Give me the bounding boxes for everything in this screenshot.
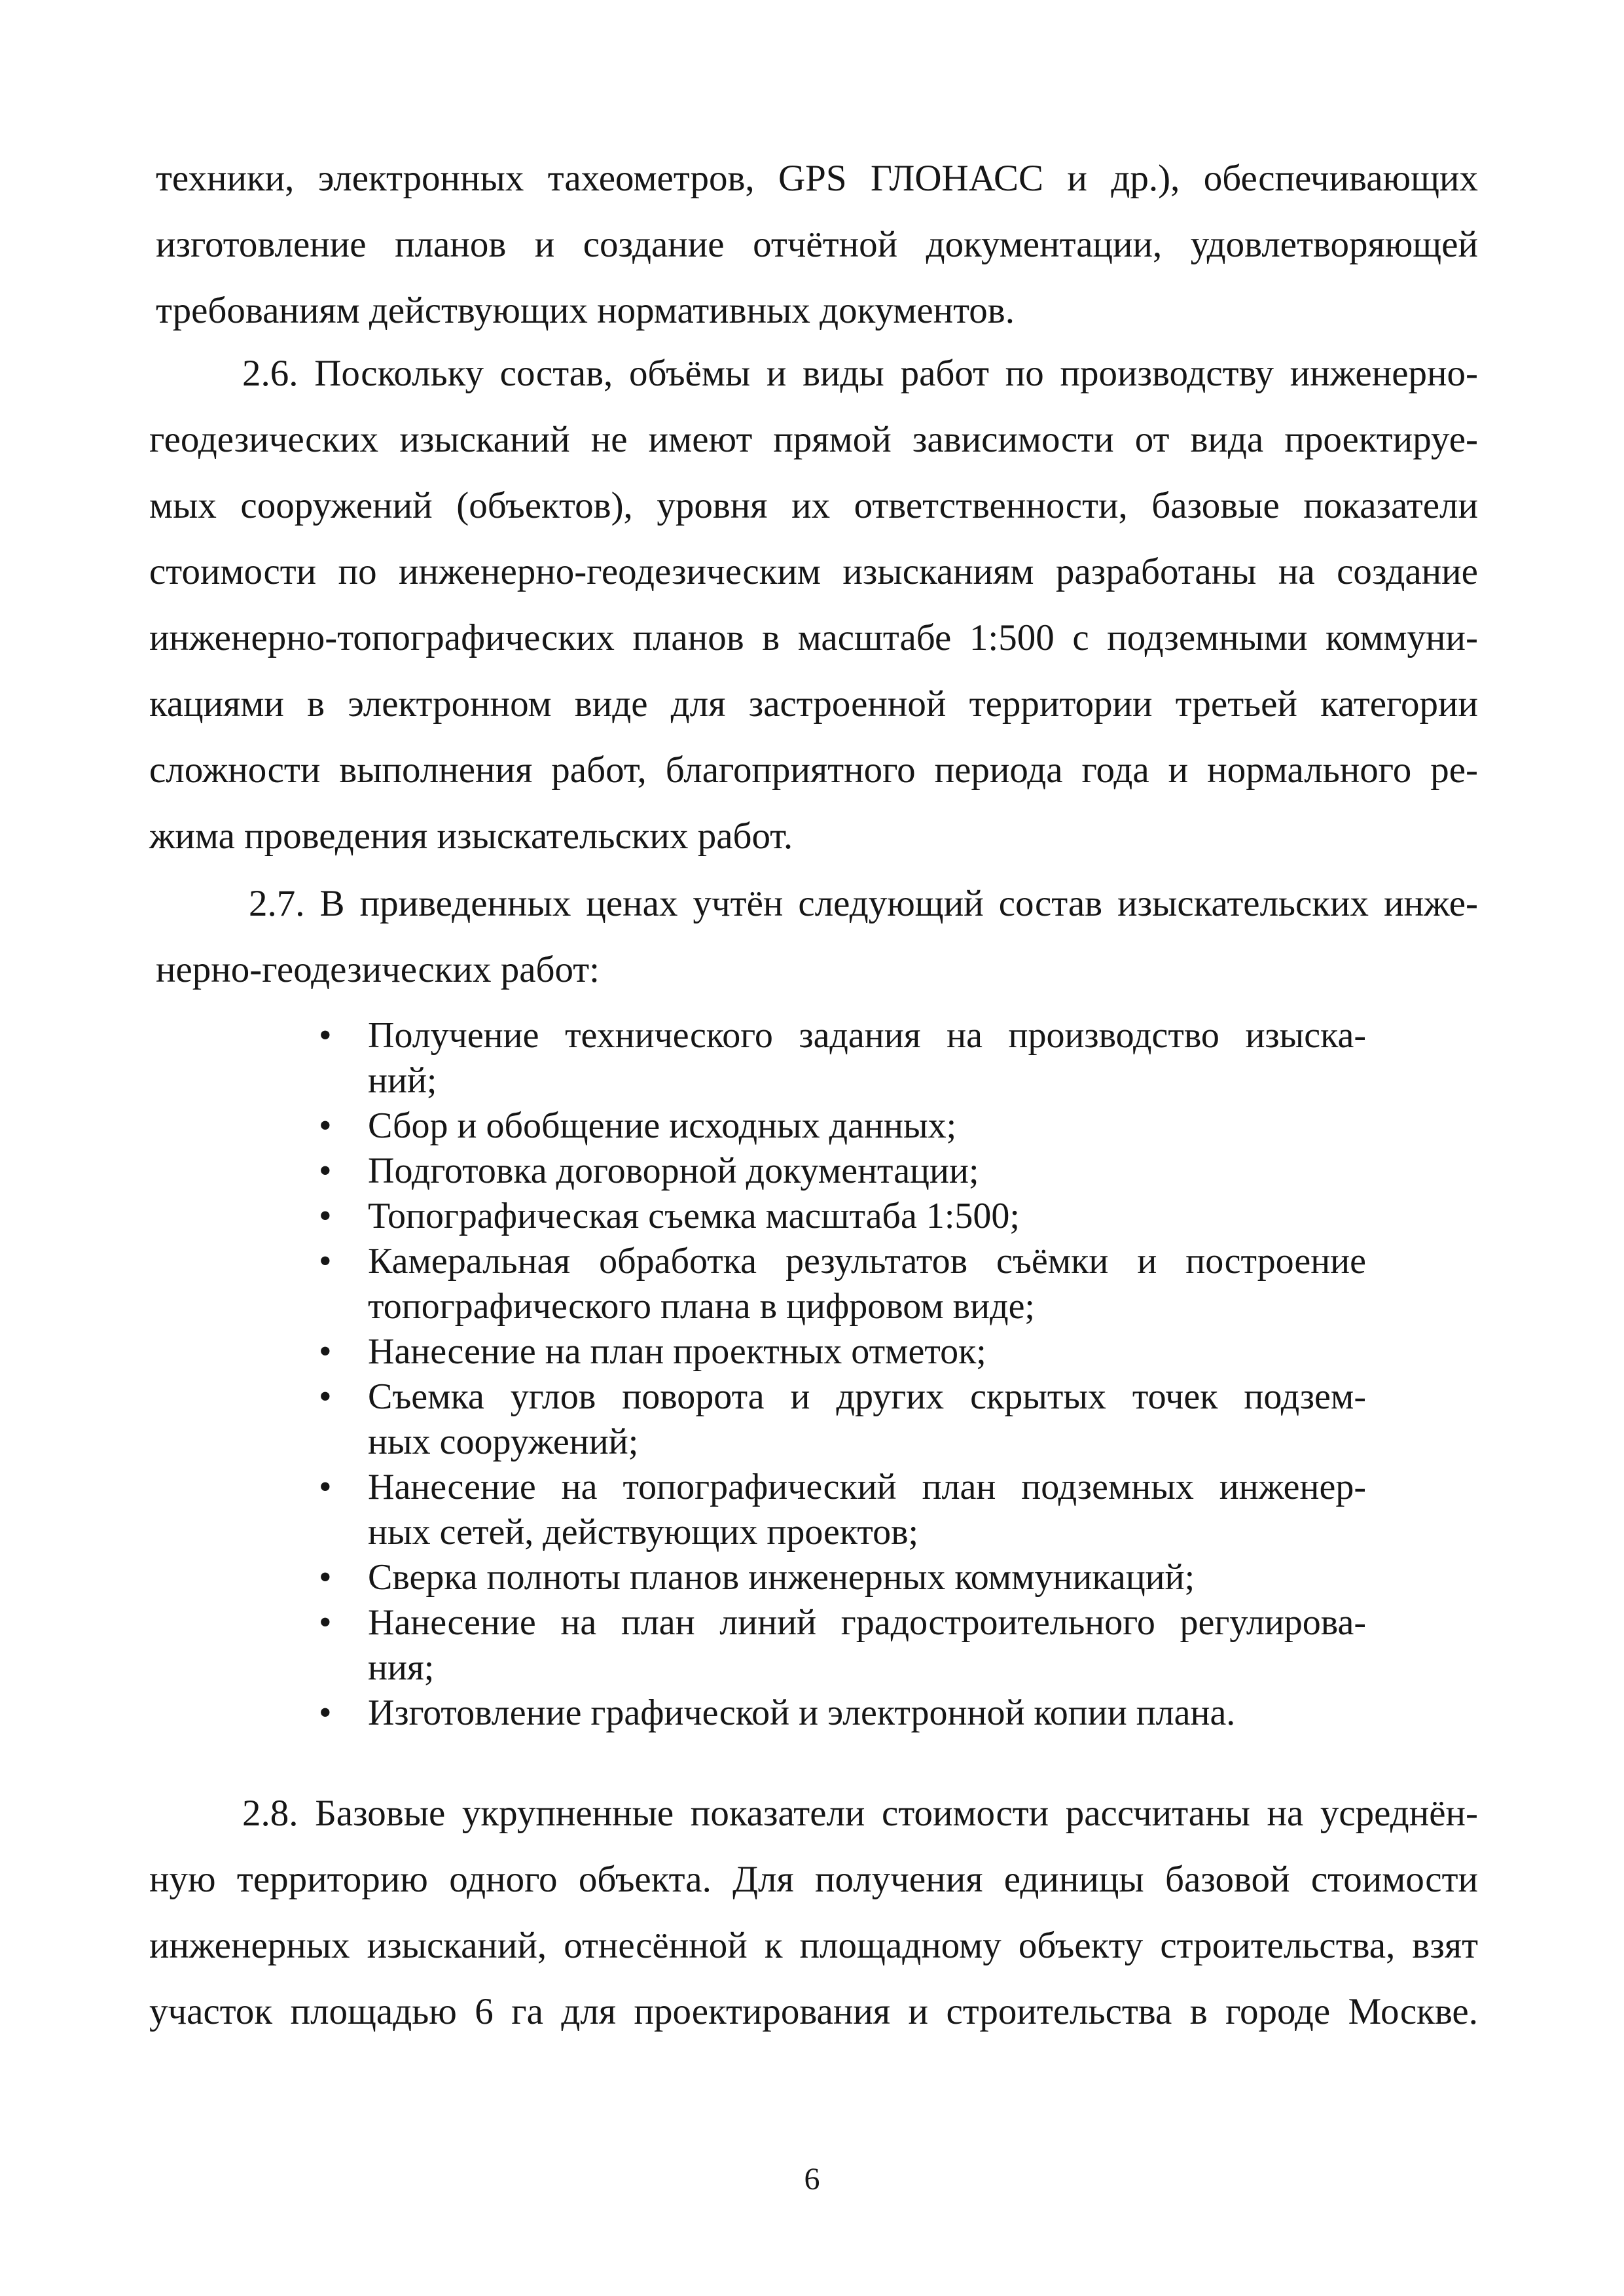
list-item-line: Нанесение на план проектных отметок; bbox=[368, 1331, 986, 1372]
text-line: 2.8. Базовые укрупненные показатели стоимости рассчитаны на усреднён- bbox=[242, 1793, 1478, 1834]
list-item bbox=[316, 1329, 1366, 1374]
list-item-line: Съемка углов поворота и других скрытых точек подзем- bbox=[368, 1376, 1366, 1417]
list-item-line: ний; bbox=[368, 1060, 437, 1101]
text-line: инженерно-топографических планов в масштабе 1:500 с подземными коммуни- bbox=[149, 617, 1478, 658]
text-line: сложности выполнения работ, благоприятного периода года и нормального ре- bbox=[149, 749, 1478, 791]
list-item-line: Топографическая съемка масштаба 1:500; bbox=[368, 1196, 1020, 1236]
text-line: кациями в электронном виде для застроенной территории третьей категории bbox=[149, 683, 1478, 725]
bullet-icon: • bbox=[319, 1602, 332, 1643]
list-item-line: Нанесение на план линий градостроительного регулирова- bbox=[368, 1602, 1366, 1643]
paragraph-2-6 bbox=[149, 340, 1478, 869]
bullet-icon: • bbox=[319, 1241, 332, 1282]
bullet-icon: • bbox=[319, 1196, 332, 1236]
text-line: требованиям действующих нормативных документов. bbox=[156, 290, 1015, 331]
list-item bbox=[316, 1691, 1366, 1736]
bullet-icon: • bbox=[319, 1331, 332, 1372]
list-item bbox=[316, 1600, 1366, 1691]
text-line: стоимости по инженерно-геодезическим изысканиям разработаны на создание bbox=[149, 551, 1478, 592]
text-line: изготовление планов и создание отчётной документации, удовлетворяющей bbox=[156, 224, 1478, 265]
list-item-line: Подготовка договорной документации; bbox=[368, 1151, 979, 1191]
list-item-line: ных сетей, действующих проектов; bbox=[368, 1512, 919, 1552]
list-item bbox=[316, 1149, 1366, 1194]
text-line: нерно-геодезических работ: bbox=[156, 949, 600, 990]
work-list bbox=[316, 1013, 1366, 1736]
paragraph-continuation bbox=[156, 145, 1478, 344]
list-item-line: топографического плана в цифровом виде; bbox=[368, 1286, 1035, 1327]
text-line: мых сооружений (объектов), уровня их ответственности, базовые показатели bbox=[149, 485, 1478, 526]
bullet-icon: • bbox=[319, 1467, 332, 1507]
list-item-line: Камеральная обработка результатов съёмки и построение bbox=[368, 1241, 1366, 1282]
text-line: техники, электронных тахеометров, GPS ГЛОНАСС и др.), обеспечивающих bbox=[156, 158, 1478, 199]
list-item bbox=[316, 1465, 1366, 1555]
list-item-line: Нанесение на топографический план подземных инженер- bbox=[368, 1467, 1366, 1507]
list-item-line: ных сооружений; bbox=[368, 1422, 639, 1462]
bullet-icon: • bbox=[319, 1557, 332, 1598]
text-line: геодезических изысканий не имеют прямой зависимости от вида проектируе- bbox=[149, 419, 1478, 460]
bullet-icon: • bbox=[319, 1015, 332, 1056]
list-item bbox=[316, 1555, 1366, 1600]
bullet-icon: • bbox=[319, 1105, 332, 1146]
list-item-line: Сверка полноты планов инженерных коммуникаций; bbox=[368, 1557, 1195, 1598]
bullet-icon: • bbox=[319, 1151, 332, 1191]
list-item bbox=[316, 1013, 1366, 1103]
text-line: 2.7. В приведенных ценах учтён следующий состав изыскательских инже- bbox=[249, 883, 1478, 924]
text-line: инженерных изысканий, отнесённой к площадному объекту строительства, взят bbox=[149, 1925, 1478, 1966]
text-line: жима проведения изыскательских работ. bbox=[149, 816, 793, 857]
list-item-line: ния; bbox=[368, 1647, 435, 1688]
page-number: 6 bbox=[804, 2162, 820, 2197]
list-item bbox=[316, 1194, 1366, 1239]
list-item-line: Сбор и обобщение исходных данных; bbox=[368, 1105, 957, 1146]
bullet-icon: • bbox=[319, 1693, 332, 1733]
list-item-line: Получение технического задания на производство изыска- bbox=[368, 1015, 1366, 1056]
text-line: 2.6. Поскольку состав, объёмы и виды работ по производству инженерно- bbox=[242, 353, 1478, 394]
text-line: участок площадью 6 га для проектирования и строительства в городе Москве. bbox=[149, 1991, 1478, 2032]
paragraph-2-8 bbox=[149, 1780, 1478, 2045]
list-item bbox=[316, 1374, 1366, 1465]
list-item bbox=[316, 1239, 1366, 1329]
bullet-icon: • bbox=[319, 1376, 332, 1417]
paragraph-2-7 bbox=[156, 870, 1478, 1003]
list-item-line: Изготовление графической и электронной копии плана. bbox=[368, 1693, 1236, 1733]
text-line: ную территорию одного объекта. Для получения единицы базовой стоимости bbox=[149, 1859, 1478, 1900]
list-item bbox=[316, 1103, 1366, 1149]
